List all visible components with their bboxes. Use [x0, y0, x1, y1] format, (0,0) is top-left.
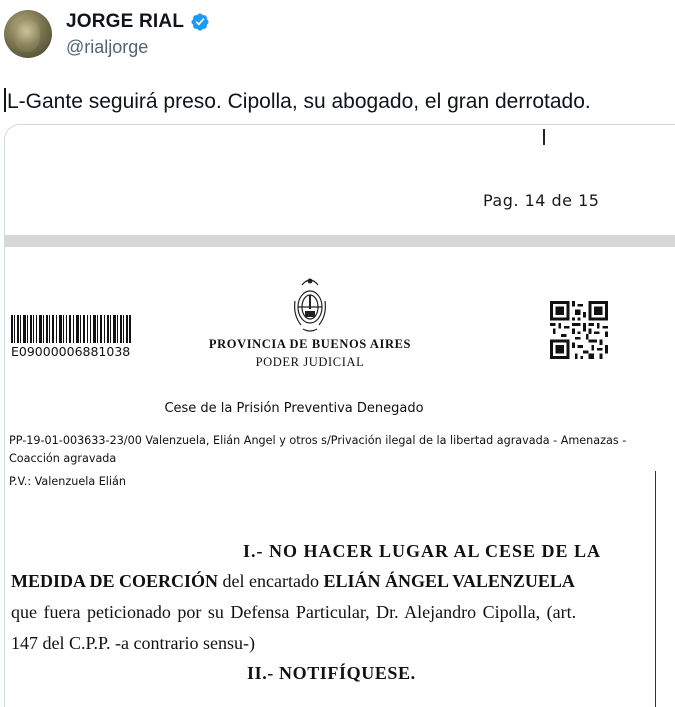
- page-separator: [5, 235, 675, 247]
- resolution-line-4: 147 del C.P.P. -a contrario sensu-): [11, 633, 255, 653]
- page-indicator: Pag. 14 de 15: [483, 191, 600, 210]
- tweet-text-content: L-Gante seguirá preso. Cipolla, su abogado, el gran derrotado.: [7, 90, 591, 113]
- case-line-1: PP-19-01-003633-23/00 Valenzuela, Elián Angel y otros s/Privación ilegal de la libertad agravada - Amenazas -: [9, 434, 627, 447]
- document-title: Cese de la Prisión Preventiva Denegado: [164, 401, 424, 416]
- header-judicial: PODER JUDICIAL: [255, 355, 365, 369]
- case-reference: [9, 432, 649, 468]
- document-page: [5, 247, 675, 707]
- barcode-number: E09000006881038: [11, 344, 131, 359]
- resolution-line-3: que fuera peticionado por su Defensa Particular, Dr. Alejandro Cipolla, (art.: [11, 602, 577, 622]
- author-row: [66, 11, 210, 33]
- resolution-line-2: [11, 571, 575, 592]
- avatar[interactable]: [4, 10, 52, 58]
- margin-rule: [655, 471, 656, 707]
- resolution-bold-b: ELIÁN ÁNGEL VALENZUELA: [323, 571, 575, 591]
- resolution-line-5: II.- NOTIFÍQUESE.: [247, 663, 416, 683]
- document-page-previous: [5, 125, 675, 235]
- tweet-media-image[interactable]: [4, 124, 675, 707]
- cursor-mark: [543, 129, 545, 145]
- text-cursor: [4, 88, 6, 112]
- pv-line: P.V.: Valenzuela Elián: [9, 475, 126, 488]
- author-handle[interactable]: @rialjorge: [66, 37, 149, 57]
- coat-of-arms-icon: [291, 271, 329, 335]
- author-name[interactable]: JORGE RIAL: [66, 11, 185, 32]
- verified-badge-icon: [190, 12, 210, 32]
- resolution-bold-a: MEDIDA DE COERCIÓN: [11, 571, 219, 591]
- resolution-plain: del encartado: [218, 571, 324, 591]
- case-line-2: Coacción agravada: [9, 452, 117, 465]
- header-province: PROVINCIA DE BUENOS AIRES: [208, 337, 412, 351]
- resolution-line-1: I.- NO HACER LUGAR AL CESE DE LA: [243, 541, 602, 561]
- qr-code-icon: [548, 301, 610, 359]
- tweet-text: [4, 88, 591, 114]
